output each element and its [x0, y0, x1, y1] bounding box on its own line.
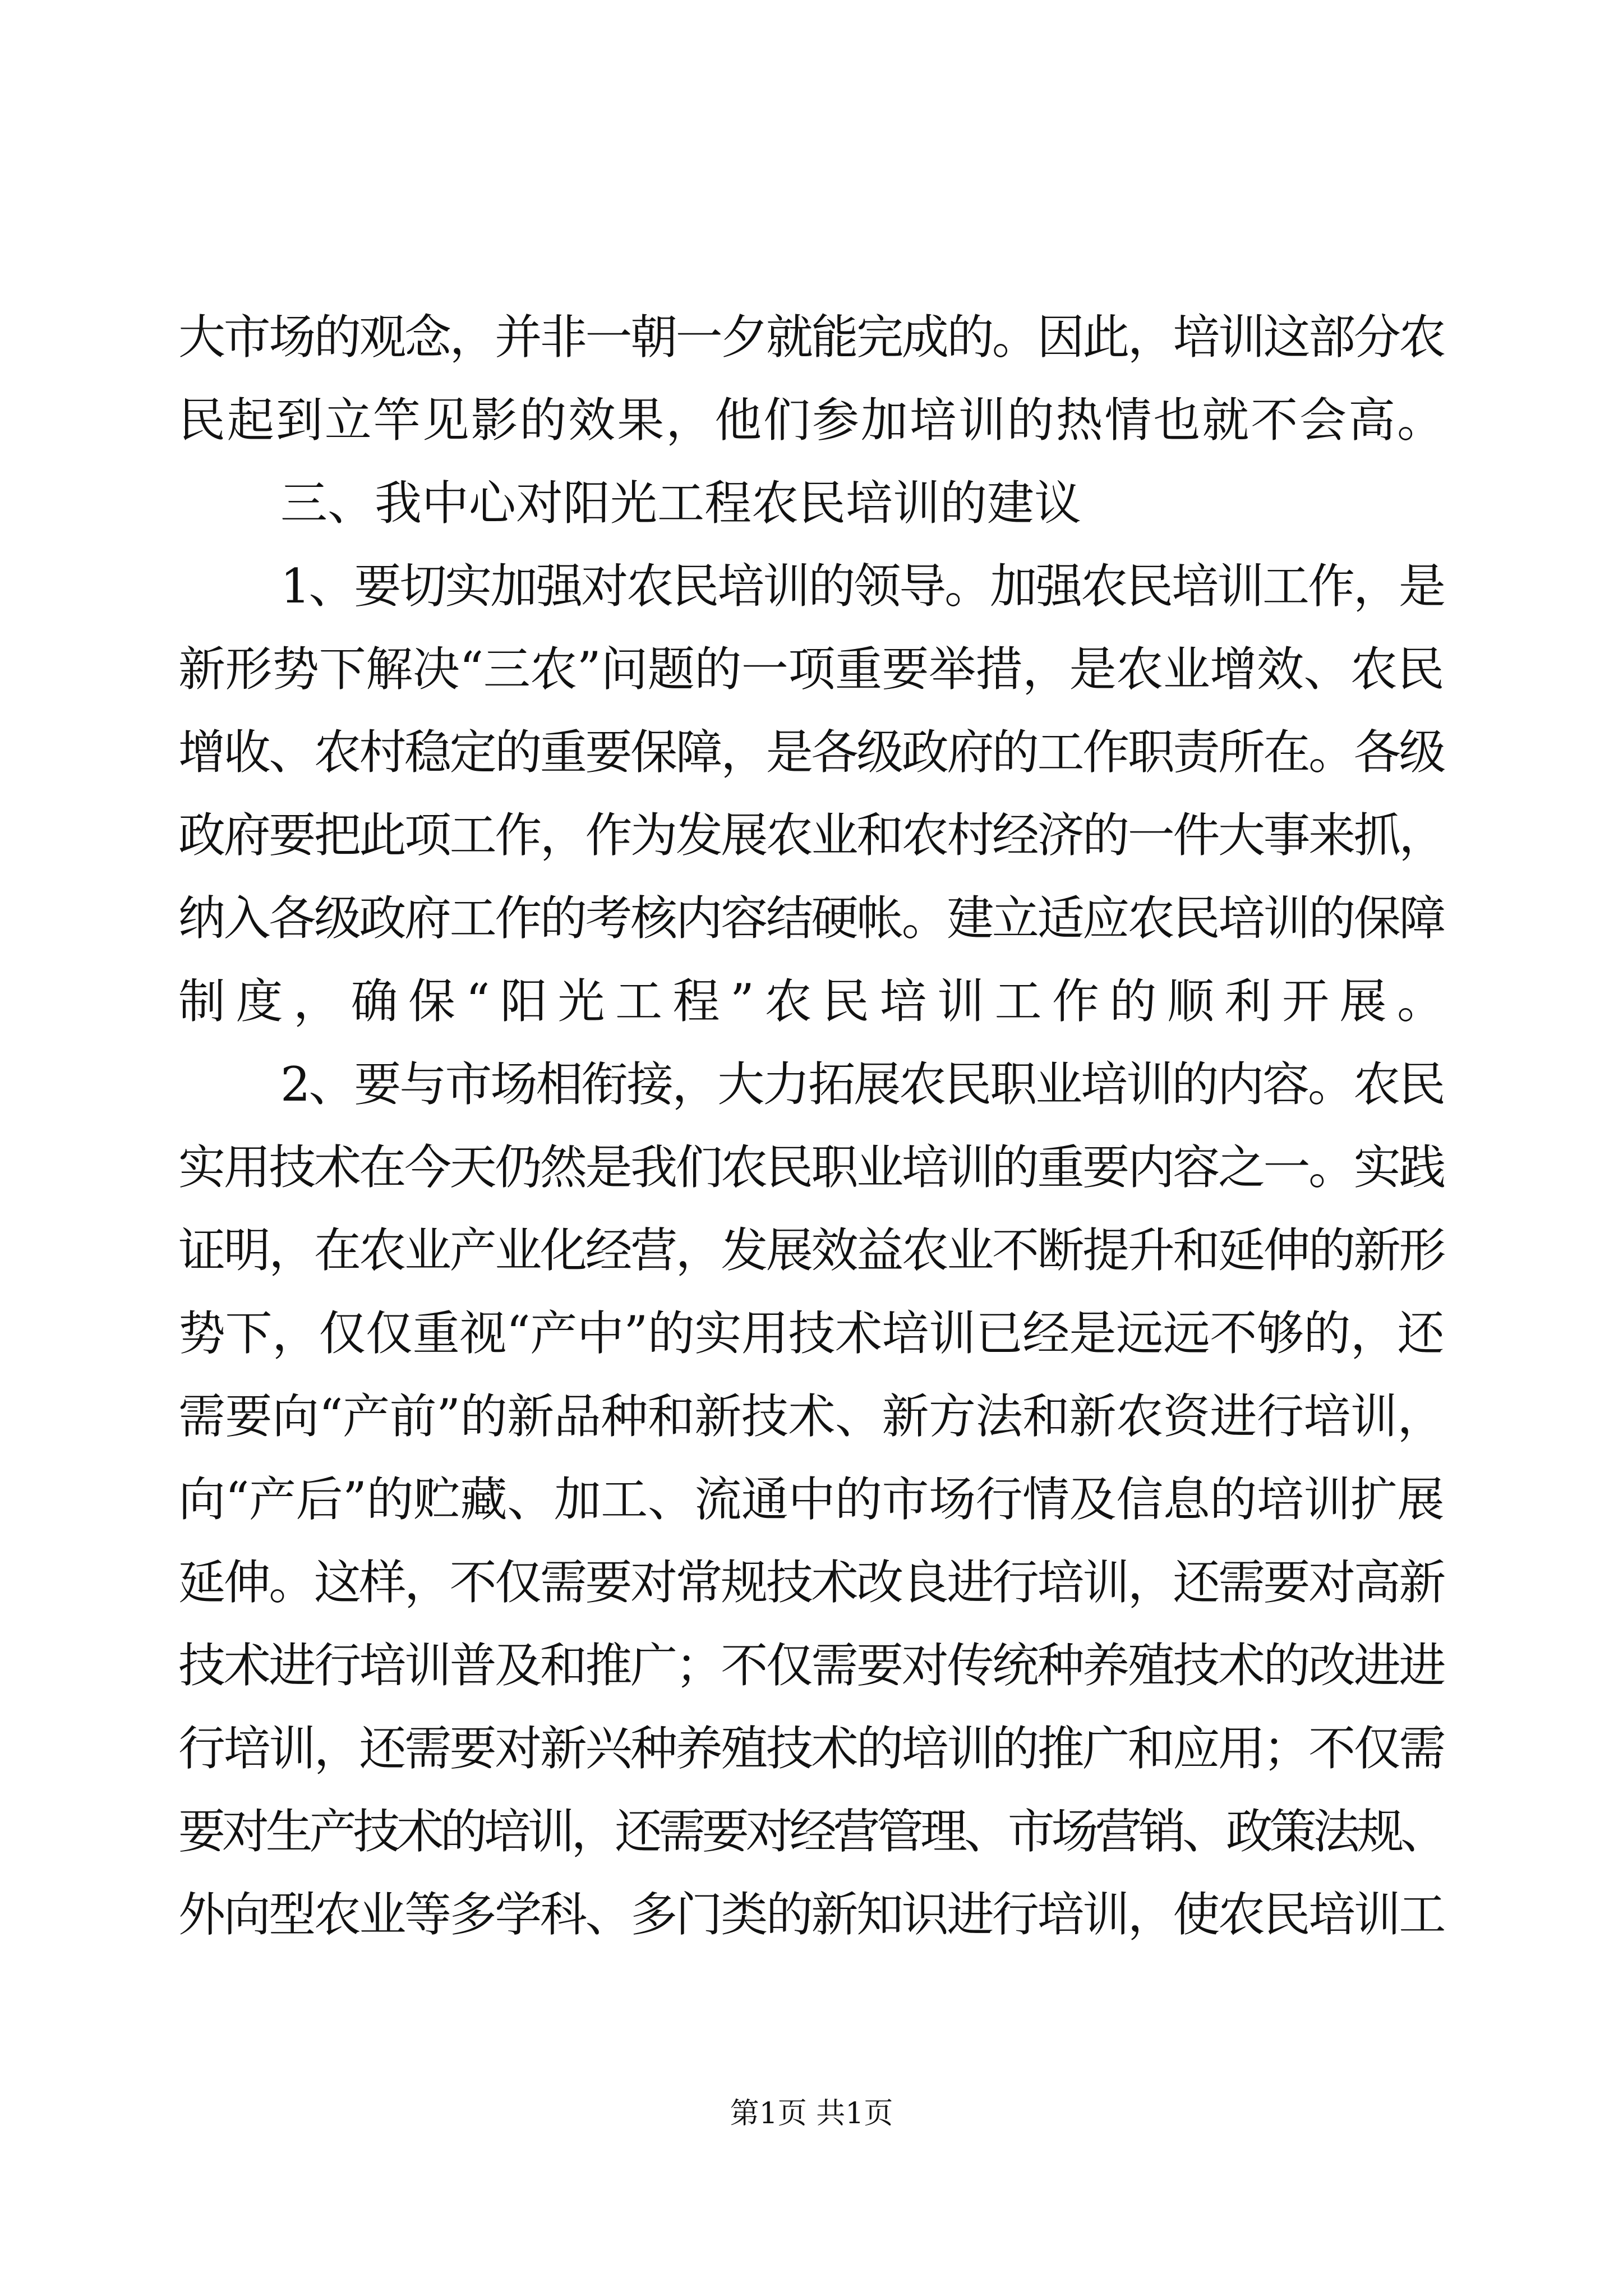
text-line — [0, 379, 1623, 461]
line-text: 需要向“产前”的新品种和新技术、新方法和新农资进行培训， — [178, 1389, 1444, 1444]
text-line — [0, 545, 1623, 627]
line-text: 证明，在农业产业化经营，发展效益农业不断提升和延伸的新形 — [178, 1223, 1444, 1278]
line-text: 民起到立竿见影的效果，他们参加培训的热情也就不会高。 — [178, 393, 1446, 448]
text-line — [0, 1458, 1623, 1540]
text-line — [0, 877, 1623, 959]
text-line — [0, 1043, 1623, 1125]
line-text: 延伸。这样，不仅需要对常规技术改良进行培训，还需要对高新 — [178, 1555, 1444, 1610]
section-heading-text: 三、我中心对阳光工程农民培训的建议 — [280, 476, 1082, 531]
line-text: 技术进行培训普及和推广；不仅需要对传统种养殖技术的改进进 — [178, 1638, 1444, 1693]
text-line — [0, 1791, 1623, 1872]
line-text: 新形势下解决“三农”问题的一项重要举措，是农业增效、农民 — [178, 642, 1444, 697]
text-line — [0, 1209, 1623, 1291]
text-line — [0, 1625, 1623, 1706]
line-text: 向“产后”的贮藏、加工、流通中的市场行情及信息的培训扩展 — [178, 1472, 1444, 1527]
line-text: 实用技术在今天仍然是我们农民职业培训的重要内容之一。实践 — [178, 1140, 1444, 1195]
text-line — [0, 1375, 1623, 1457]
line-text: 纳入各级政府工作的考核内容结硬帐。建立适应农民培训的保障 — [178, 891, 1444, 946]
line-text: 大市场的观念，并非一朝一夕就能完成的。因此，培训这部分农 — [178, 310, 1444, 365]
text-line — [0, 1292, 1623, 1374]
line-text: 势下，仅仅重视“产中”的实用技术培训已经是远远不够的，还 — [178, 1306, 1444, 1361]
line-text: 行培训，还需要对新兴种养殖技术的培训的推广和应用；不仅需 — [178, 1721, 1444, 1776]
line-text: 1、要切实加强对农民培训的领导。加强农民培训工作，是 — [280, 559, 1444, 614]
line-text: 外向型农业等多学科、多门类的新知识进行培训，使农民培训工 — [178, 1887, 1444, 1942]
text-line — [0, 296, 1623, 378]
text-line — [0, 1708, 1623, 1789]
text-line — [0, 1126, 1623, 1208]
page-number-footer: 第1页 共1页 — [730, 2097, 893, 2131]
line-text: 政府要把此项工作，作为发展农业和农村经济的一件大事来抓， — [178, 808, 1444, 863]
line-text: 增收、农村稳定的重要保障，是各级政府的工作职责所在。各级 — [178, 725, 1444, 780]
text-line — [0, 794, 1623, 876]
line-text: 2、要与市场相衔接，大力拓展农民职业培训的内容。农民 — [280, 1057, 1444, 1112]
line-text: 制度，确保“阳光工程”农民培训工作的顺利开展。 — [178, 974, 1455, 1029]
text-line — [0, 628, 1623, 710]
line-text: 要对生产技术的培训，还需要对经营管理、市场营销、政策法规、 — [178, 1804, 1444, 1859]
text-line — [0, 960, 1623, 1042]
text-line — [0, 711, 1623, 793]
text-line — [0, 1542, 1623, 1623]
section-heading — [0, 462, 1623, 544]
text-line — [0, 1874, 1623, 1955]
